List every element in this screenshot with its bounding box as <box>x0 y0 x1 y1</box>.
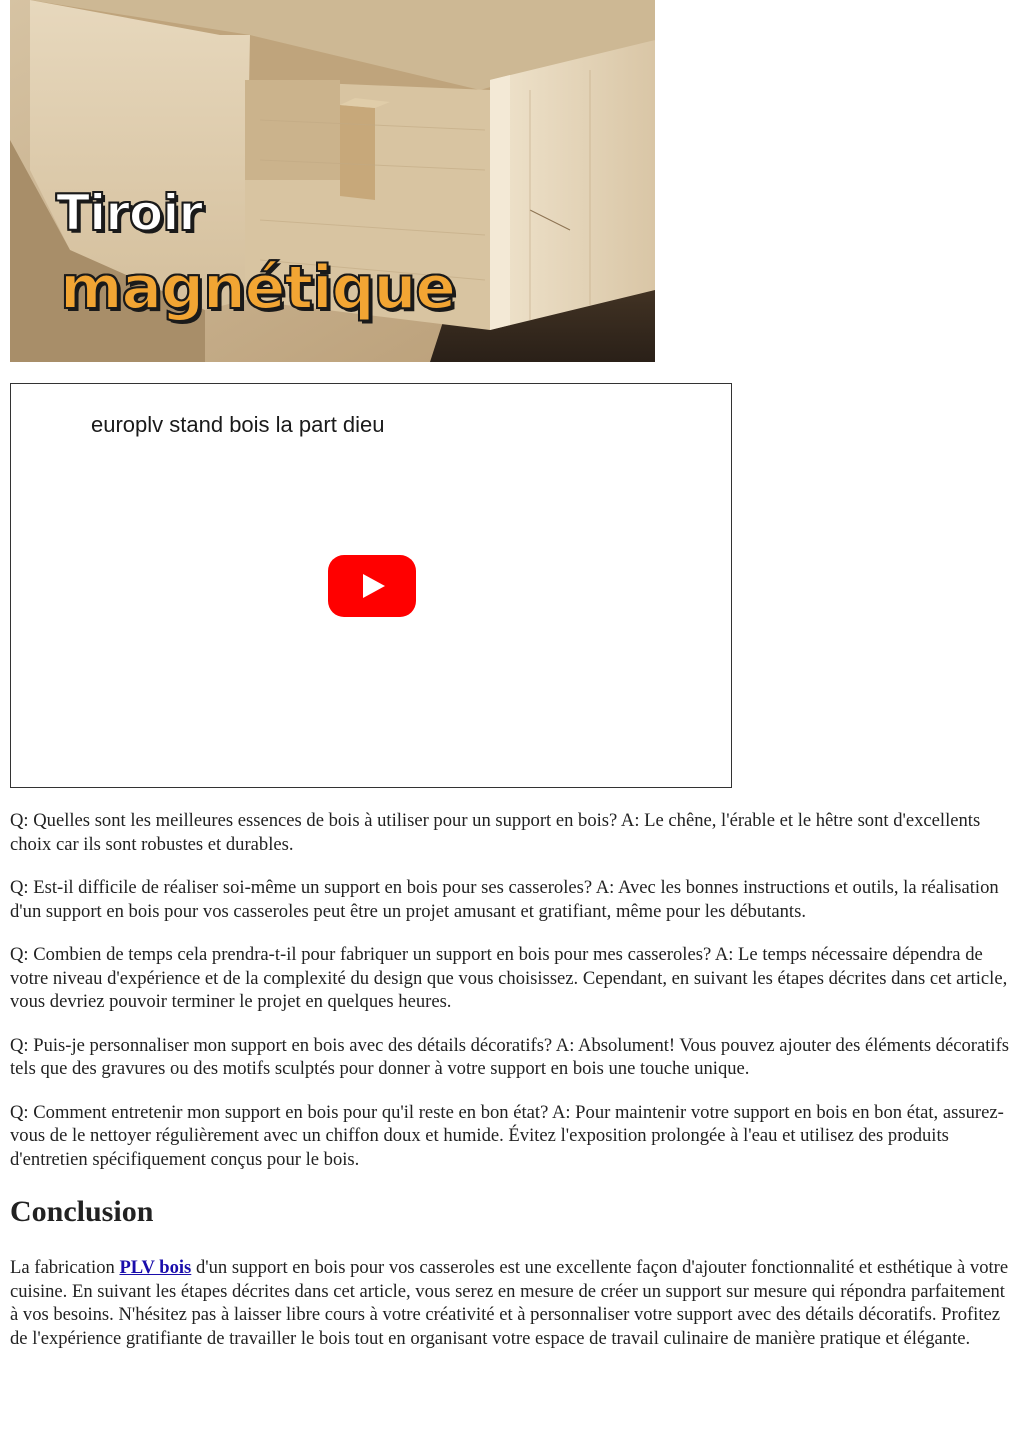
video-embed[interactable] <box>10 383 732 788</box>
hero-title: Tiroir <box>56 184 203 242</box>
conclusion-text-start: La fabrication <box>10 1257 120 1278</box>
faq-item: Q: Combien de temps cela prendra-t-il pour fabriquer un support en bois pour mes casseroles? A: Le temps nécessaire dépendra de votre niveau d'expérience et de la complexité du design que vous choisissez. Cependant, en suivant les étapes décrites dans cet article, vous devriez pouvoir terminer le projet en quelques heures. <box>10 944 1008 1012</box>
faq-item: Q: Est-il difficile de réaliser soi-même un support en bois pour ses casseroles? A: Avec les bonnes instructions et outils, la réalisation d'un support en bois pour vos casseroles peut être un projet amusant et gratifiant, même pour les débutants. <box>10 877 999 922</box>
conclusion-heading: Conclusion <box>10 1195 154 1228</box>
conclusion-text-end: d'un support en bois pour vos casseroles est une excellente façon d'ajouter fonctionnalité et esthétique à votre cuisine. En suivant les étapes décrites dans cet article, vous serez en mesure de créer un support sur mesure qui répondra parfaitement à vos besoins. N'hésitez pas à laisser libre cours à votre créativité et à personnaliser votre support avec des détails décoratifs. Profitez de l'expérience gratifiante de travailler le bois tout en organisant votre espace de travail culinaire de manière pratique et élégante. <box>10 1257 1009 1349</box>
faq-item: Q: Puis-je personnaliser mon support en bois avec des détails décoratifs? A: Absolument! Vous pouvez ajouter des éléments décoratifs tels que des gravures ou des motifs sculptés pour donner à votre support en bois une touche unique. <box>10 1034 1010 1079</box>
hero-subtitle: magnétique <box>60 253 455 323</box>
plv-bois-link[interactable]: PLV bois <box>119 1257 192 1278</box>
article-content <box>10 809 1010 1370</box>
hero-image <box>10 0 655 362</box>
faq-item: Q: Comment entretenir mon support en bois pour qu'il reste en bon état? A: Pour maintenir votre support en bois en bon état, assurez-vous de le nettoyer régulièrement avec un chiffon doux et humide. Évitez l'exposition prolongée à l'eau et utilisez des produits d'entretien spécifiquement conçus pour le bois. <box>10 1101 1004 1170</box>
conclusion-paragraph <box>10 1256 1010 1350</box>
youtube-play-icon[interactable] <box>328 555 416 617</box>
faq-item: Q: Quelles sont les meilleures essences de bois à utiliser pour un support en bois? A: Le chêne, l'érable et le hêtre sont d'excellents choix car ils sont robustes et durables. <box>10 810 981 855</box>
video-title[interactable]: europlv stand bois la part dieu <box>91 412 385 437</box>
